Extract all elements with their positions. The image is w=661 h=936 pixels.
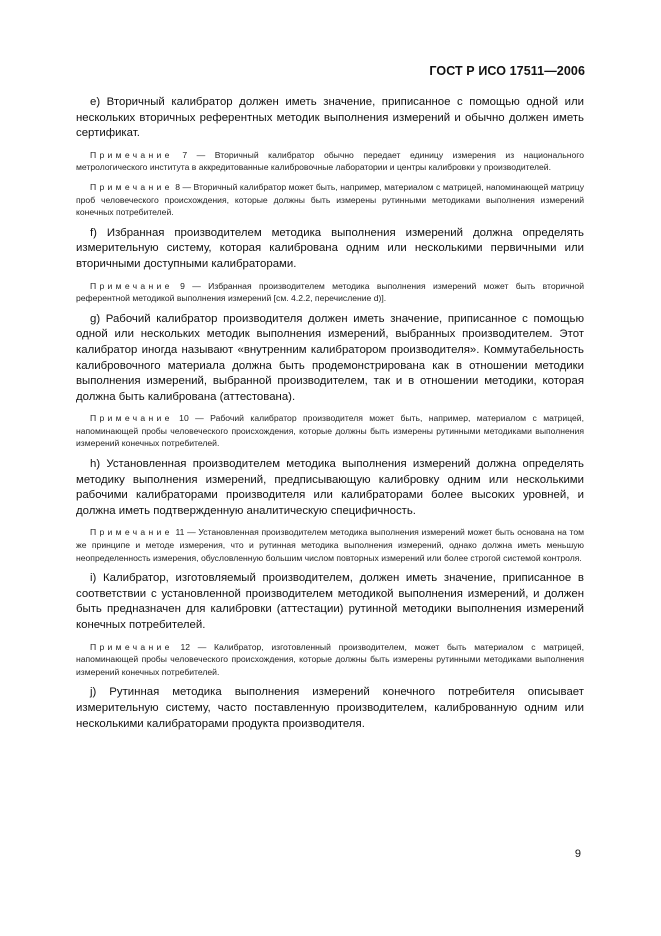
paragraph-i: i) Калибратор, изготовляемый производителем, должен иметь значение, приписанное в соответствии с установленной производителем методикой выполнения измерений, и должен быть предназначен для калибровки (аттестации) рутинной методики выполнения измерений конечных потребителей. bbox=[76, 572, 584, 631]
document-body bbox=[76, 95, 584, 739]
paragraph-g: g) Рабочий калибратор производителя должен иметь значение, приписанное с помощью одной или нескольких методик выполнения измерений, выбранных производителем. Этот калибратор иногда называют «внутренним калибратором производителя». Коммутабельность калибровочного материала должна быть продемонстрирована как в отношении методики выполнения измерений, выбранной производителем, так и в отношении методики, которая должна быть калибрована (аттестована). bbox=[76, 312, 584, 403]
note-keyword: Примечание bbox=[90, 527, 173, 538]
note-12 bbox=[76, 641, 584, 679]
document-header: ГОСТ Р ИСО 17511—2006 bbox=[429, 64, 585, 78]
note-8 bbox=[76, 181, 584, 219]
note-text: 11 — Установленная производителем методика выполнения измерений может быть основана на том же принципе и методе измерения, что и рутинная методика выполнения измерений, однако должна иметь меньшую неопределенность измерения, обусловленную большим числом повторных измерений или более строгой системой контроля. bbox=[76, 527, 585, 563]
note-7 bbox=[76, 149, 584, 174]
note-text: 10 — Рабочий калибратор производителя может быть, например, материалом с матрицей, напоминающей пробы человеческого происхождения, которые должны быть измерены рутинными методиками выполнения измерений конечных потребителей. bbox=[76, 413, 584, 449]
paragraph-e: е) Вторичный калибратор должен иметь значение, приписанное с помощью одной или нескольких вторичных референтных методик выполнения измерений и обычно должен иметь сертификат. bbox=[76, 96, 584, 140]
note-text: 9 — Избранная производителем методика выполнения измерений может быть вторичной референтной методикой выполнения измерений [см. 4.2.2, перечисление d)]. bbox=[76, 280, 585, 304]
page-number: 9 bbox=[574, 848, 581, 860]
note-11 bbox=[76, 526, 584, 564]
note-keyword: Примечание bbox=[90, 413, 173, 424]
paragraph-h: h) Установленная производителем методика выполнения измерений должна определять методику выполнения измерений, предписывающую калибровку одним или несколькими рабочими калибраторами производителя или калибраторами более высоких уровней, и должна иметь подтвержденную аналитическую специфичность. bbox=[76, 458, 584, 517]
note-10 bbox=[76, 412, 584, 450]
note-keyword: Примечание bbox=[90, 181, 173, 192]
note-keyword: Примечание bbox=[90, 280, 173, 291]
note-keyword: Примечание bbox=[90, 149, 173, 160]
note-text: 12 — Калибратор, изготовленный производителем, может быть материалом с матрицей, напоминающей пробы человеческого происхождения, которые должны быть измерены рутинными методиками выполнения измерений конечных потребителей. bbox=[76, 641, 584, 677]
paragraph-j: j) Рутинная методика выполнения измерений конечного потребителя описывает измерительную систему, часто поставленную производителем, калиброванную одним или несколькими калибраторами продукта производителя. bbox=[76, 686, 584, 730]
note-keyword: Примечание bbox=[90, 641, 173, 652]
note-text: 7 — Вторичный калибратор обычно передает единицу измерения из национального метрологического института в аккредитованные калибровочные лаборатории и центры калибровки у производителей. bbox=[76, 149, 585, 173]
paragraph-f: f) Избранная производителем методика выполнения измерений должна определять измерительную систему, которая калибрована одним или несколькими первичными или вторичными доступными калибраторами. bbox=[76, 226, 584, 270]
note-text: 8 — Вторичный калибратор может быть, например, материалом с матрицей, напоминающей матрицу проб человеческого происхождения, которые должны быть измерены рутинными методиками выполнения измерений конечных потребителей. bbox=[76, 181, 584, 218]
note-9 bbox=[76, 280, 584, 305]
